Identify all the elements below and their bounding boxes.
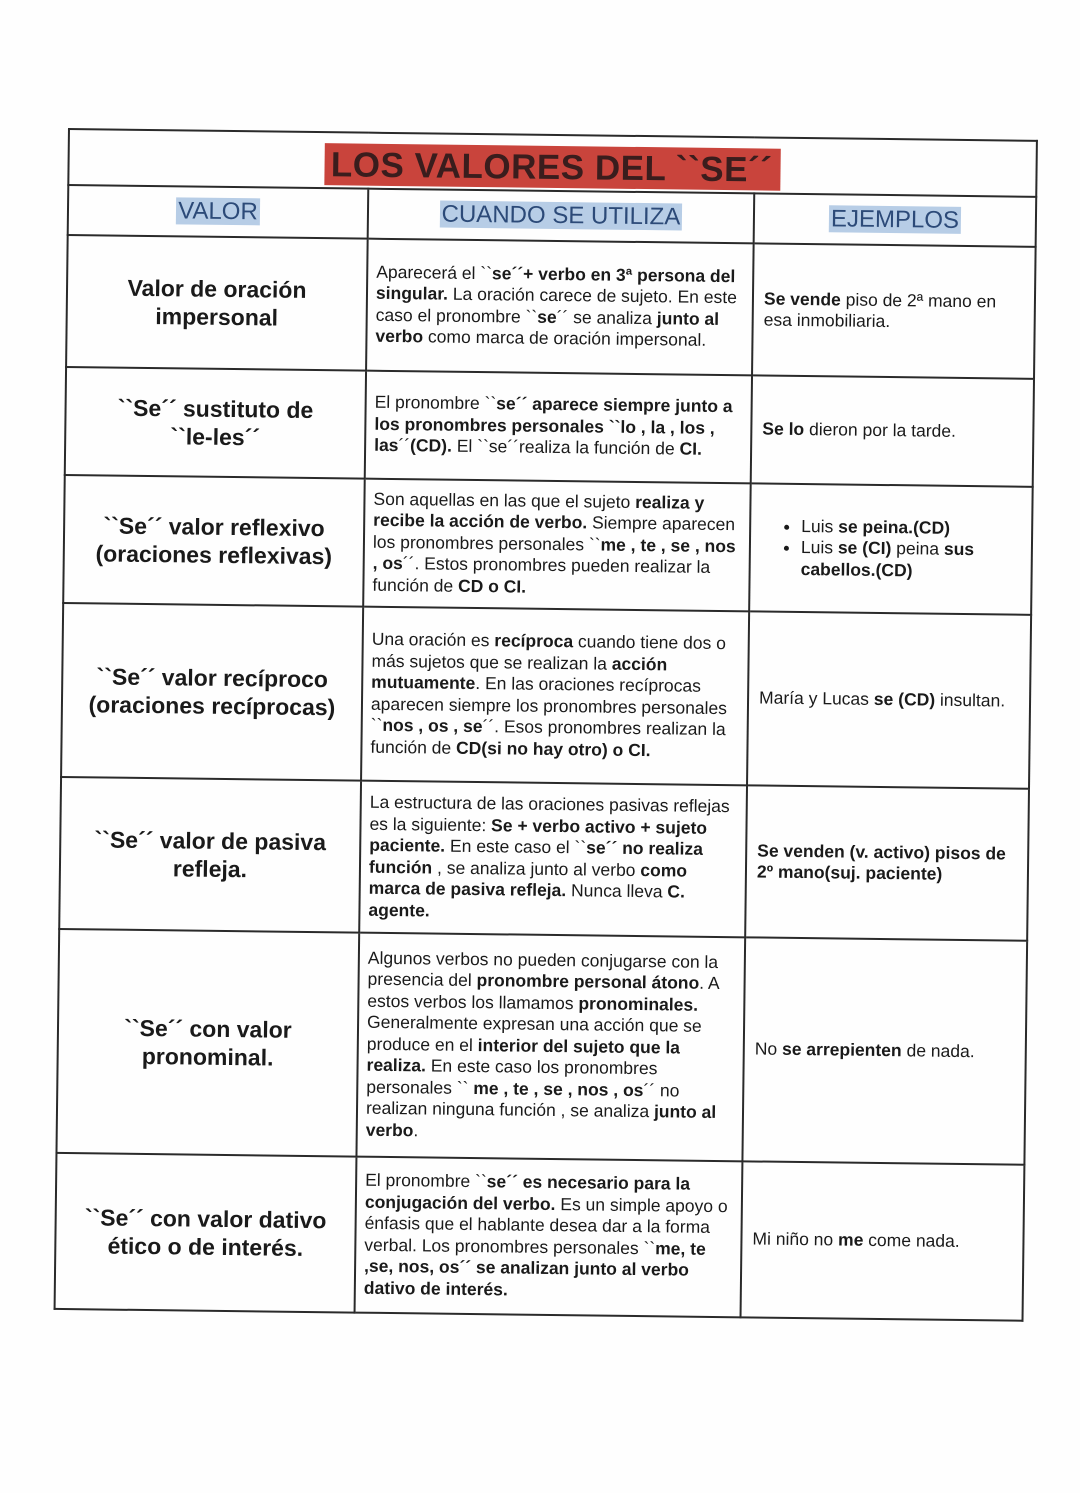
text-run: Aparecerá el `` xyxy=(376,261,493,283)
text-run: ´´. Esos pronombres realizan la función de xyxy=(370,716,726,758)
valor-line: impersonal xyxy=(155,303,279,331)
valor-line: ``Se´´ valor recíproco xyxy=(96,663,329,693)
bold-text: se´´ es necesario para la conjugación del verbo. xyxy=(364,1171,691,1214)
valor-cell xyxy=(66,235,368,371)
list-item xyxy=(801,516,1021,540)
text-run: Una oración es xyxy=(371,628,495,651)
text-run: ´´ no realizan ninguna función , se analiza xyxy=(365,1079,680,1122)
cuando-cell xyxy=(366,239,754,376)
table-row xyxy=(63,475,1033,615)
valor-cell xyxy=(61,603,363,781)
valor-cell xyxy=(55,1153,357,1313)
text-run: Luis xyxy=(800,537,839,558)
valor-line: ``le-les´´ xyxy=(170,423,261,451)
bold-text: junto al verbo xyxy=(375,307,720,347)
text-run: insultan. xyxy=(935,689,1006,711)
text-run: Son aquellas en las que el sujeto xyxy=(373,488,636,512)
text-run: María y Lucas xyxy=(758,687,874,710)
valor-cell xyxy=(63,475,365,607)
bold-text: Se vende xyxy=(763,288,841,309)
text-run: . xyxy=(413,1120,419,1141)
text-run: como marca de oración impersonal. xyxy=(423,326,707,350)
valor-line: ``Se´´ con valor xyxy=(124,1014,292,1043)
bold-text: C. agente. xyxy=(368,881,685,920)
ejemplo-cell xyxy=(741,1161,1025,1320)
bold-text: CD(si no hay otro) o CI. xyxy=(455,737,651,760)
ejemplo-cell xyxy=(752,243,1036,378)
text-run: de nada. xyxy=(901,1040,975,1062)
valor-cell xyxy=(56,929,359,1157)
list-item xyxy=(801,537,1022,583)
text-run: , se analiza junto al verbo xyxy=(432,857,641,880)
ejemplo-text xyxy=(757,840,1018,886)
header-valor xyxy=(68,185,369,239)
bold-text: (CD). xyxy=(410,435,453,456)
ejemplo-list xyxy=(761,515,1022,583)
text-run: ´´. Estos pronombres pueden realizar la función de xyxy=(372,553,711,596)
ejemplo-cell xyxy=(745,785,1029,940)
text-run: Siempre aparecen los pronombres personales `` xyxy=(372,512,736,555)
text-run: ´´ se analiza xyxy=(556,306,657,328)
valor-cell xyxy=(65,367,366,479)
table-row xyxy=(55,1153,1025,1321)
text-run: La estructura de las oraciones pasivas reflejas es la siguiente: xyxy=(369,791,730,835)
text-run: piso de 2ª mano en esa inmobiliaria. xyxy=(763,288,997,332)
bold-text: recíproca xyxy=(494,630,574,652)
bold-text: se xyxy=(537,306,557,327)
text-run: La oración carece de sujeto. En este caso el pronombre `` xyxy=(375,283,738,327)
header-ejemplos xyxy=(754,193,1037,246)
text-run: Algunos verbos no pueden conjugarse con la presencia del xyxy=(367,947,719,991)
table-row xyxy=(61,603,1031,789)
text-run: En este caso los pronombres personales `` xyxy=(366,1055,658,1098)
text-run: No xyxy=(754,1038,783,1060)
bold-text: se´´+ verbo en 3ª persona del singular. xyxy=(375,262,736,304)
bold-text: sus cabellos.(CD) xyxy=(800,538,975,581)
values-table xyxy=(54,128,1038,1322)
ejemplo-text xyxy=(764,288,1025,334)
text-run: El pronombre `` xyxy=(374,392,497,414)
bold-text: se arrepienten xyxy=(781,1039,902,1061)
text-run: cuando tiene dos o más sujetos que se realizan la xyxy=(371,631,727,674)
ejemplo-cell xyxy=(751,375,1034,486)
cuando-cell xyxy=(359,781,747,938)
bold-text: se peina.(CD) xyxy=(838,516,951,538)
text-run: Mi niño no xyxy=(752,1228,839,1250)
cuando-cell xyxy=(365,371,752,484)
valor-line: pronominal. xyxy=(141,1042,274,1071)
values-table-sheet xyxy=(54,128,1038,1322)
bold-text: nos , os , se xyxy=(382,714,483,737)
bold-text: como marca de pasiva refleja. xyxy=(368,859,688,901)
ejemplo-cell xyxy=(747,611,1031,788)
header-valor-label: VALOR xyxy=(178,197,258,226)
text-run: Generalmente expresan una acción que se produce en el xyxy=(366,1011,702,1055)
text-run: . A estos verbos los llamamos xyxy=(367,973,719,1014)
valor-line: ``Se´´ sustituto de xyxy=(117,394,314,424)
bold-text: pronominales. xyxy=(578,993,699,1015)
ejemplo-text xyxy=(752,1229,1012,1254)
bold-text: realiza y recibe la acción de verbo. xyxy=(373,491,705,533)
bold-text: CD o CI. xyxy=(457,575,527,597)
bold-text: se´´ no realiza función xyxy=(368,837,704,878)
cuando-cell xyxy=(361,607,749,786)
bold-text: junto al verbo xyxy=(365,1101,717,1141)
text-run: dieron por la tarde. xyxy=(804,419,957,442)
valor-line: (oraciones recíprocas) xyxy=(88,691,336,721)
bold-text: me xyxy=(837,1229,864,1251)
valor-line: ``Se´´ valor reflexivo xyxy=(103,512,325,542)
table-row xyxy=(66,235,1036,379)
text-run: Nunca lleva xyxy=(566,880,668,902)
page-title: LOS VALORES DEL ``SE´´ xyxy=(325,143,781,191)
text-run: Luis xyxy=(801,515,839,537)
header-ejemplos-label: EJEMPLOS xyxy=(830,205,960,234)
bold-text: Se venden (v. activo) pisos de 2º mano(suj. paciente) xyxy=(756,839,1006,884)
text-run: peina xyxy=(891,538,945,559)
bold-text: interior del sujeto que la realiza. xyxy=(366,1034,681,1076)
bold-text: pronombre personal átono xyxy=(476,970,700,994)
valor-line: Valor de oración xyxy=(127,274,307,303)
text-run: En este caso el `` xyxy=(445,835,587,858)
valor-line: refleja. xyxy=(172,855,248,883)
bold-text: me, te ,se, nos, os´´ se analizan junto al verbo dativo de interés. xyxy=(363,1237,706,1299)
ejemplo-text xyxy=(762,419,1022,444)
cuando-cell xyxy=(355,1157,743,1318)
bold-text: se (CI) xyxy=(837,537,892,559)
valor-cell xyxy=(59,777,361,933)
cuando-cell xyxy=(356,933,745,1162)
table-body xyxy=(55,235,1036,1321)
text-run: . En las oraciones recíprocas aparecen siempre los pronombres personales `` xyxy=(370,673,728,735)
text-run: come nada. xyxy=(863,1230,960,1252)
bold-text: se´´ aparece siempre junto a los pronombres personales ``lo , la , los , las xyxy=(374,393,733,456)
ejemplo-text xyxy=(759,688,1019,713)
text-run: El ``se´´realiza la función de xyxy=(451,435,680,459)
ejemplo-text xyxy=(755,1039,1015,1064)
table-row xyxy=(59,777,1029,941)
valor-line: ``Se´´ valor de pasiva xyxy=(94,826,327,856)
table-row xyxy=(56,929,1027,1165)
bold-text: acción mutuamente xyxy=(371,653,668,694)
table-row xyxy=(65,367,1034,487)
bold-text: CI. xyxy=(679,438,703,460)
text-run: El pronombre `` xyxy=(365,1169,487,1192)
ejemplo-cell xyxy=(742,937,1027,1164)
ejemplo-cell xyxy=(749,483,1033,614)
valor-line: (oraciones reflexivas) xyxy=(95,540,333,570)
bold-text: Se lo xyxy=(762,418,805,440)
header-cuando xyxy=(368,189,755,244)
cuando-cell xyxy=(363,479,751,612)
bold-text: Se + verbo activo + sujeto paciente. xyxy=(369,814,708,856)
text-run: Es un simple apoyo o énfasis que el hablante desea dar a la forma verbal. Los pronombres personales `` xyxy=(364,1193,728,1258)
header-cuando-label: CUANDO SE UTILIZA xyxy=(441,200,681,231)
valor-line: ``Se´´ con valor dativo xyxy=(84,1204,327,1234)
bold-text: se (CD) xyxy=(873,689,936,710)
bold-text: me , te , se , nos , os xyxy=(473,1077,644,1100)
bold-text: me , te , se , nos , os xyxy=(372,534,736,574)
text-run: ´´ xyxy=(398,435,411,456)
valor-line: ético o de interés. xyxy=(107,1232,304,1261)
